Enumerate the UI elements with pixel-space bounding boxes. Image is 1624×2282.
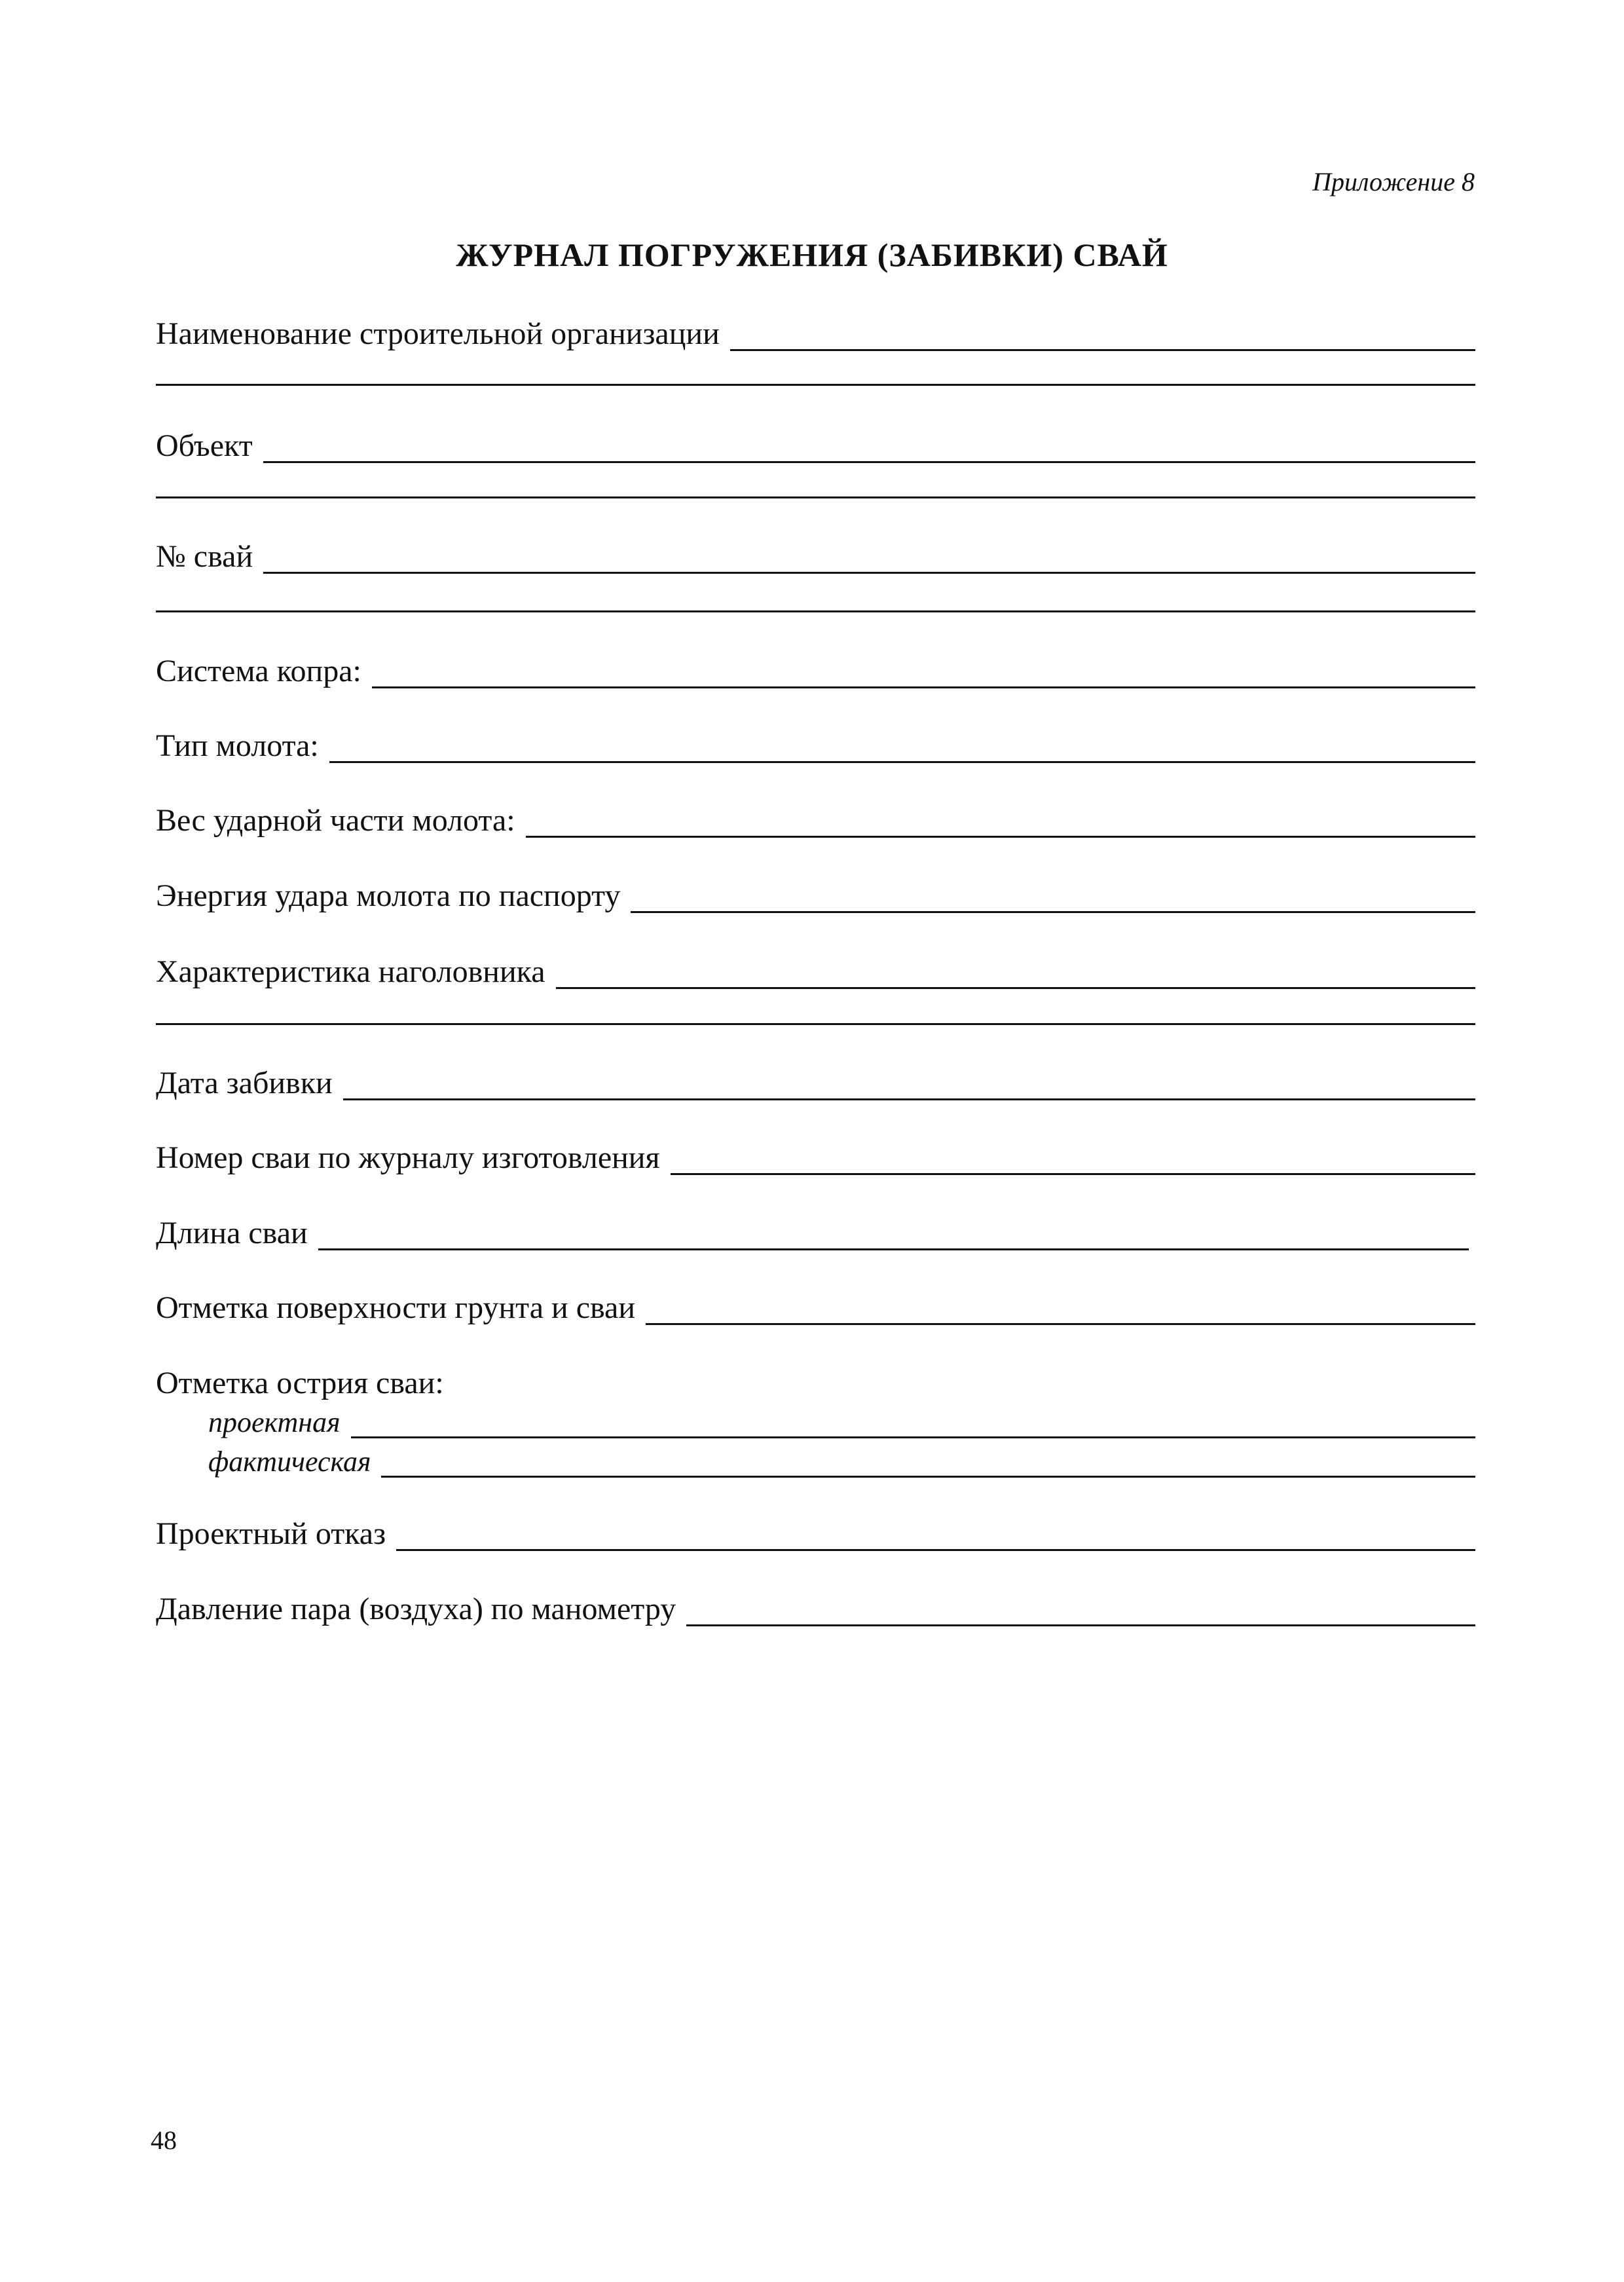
field-hammer-type-input[interactable] [329,761,1475,763]
field-object-label: Объект [156,428,253,463]
field-pile-number-log-input[interactable] [671,1173,1475,1175]
field-organization [156,318,1475,351]
field-tip-actual [208,1448,1475,1478]
field-object-line-2[interactable] [156,496,1475,498]
field-organization-line-2[interactable] [156,384,1475,386]
field-pile-length [156,1218,1469,1250]
field-pile-number-log [156,1142,1475,1175]
field-hammer-weight [156,805,1475,838]
field-cap-characteristics-input[interactable] [556,987,1475,989]
field-tip-design-label: проектная [208,1406,341,1438]
field-pile-length-label: Длина сваи [156,1216,308,1250]
page-number: 48 [151,2125,177,2155]
field-object-input[interactable] [263,461,1475,463]
field-pile-no-line-2[interactable] [156,610,1475,612]
field-ground-level [156,1292,1475,1325]
field-hammer-weight-label: Вес ударной части молота: [156,803,515,838]
field-tip-actual-label: фактическая [208,1446,371,1478]
field-cap-characteristics-line-2[interactable] [156,1023,1475,1025]
field-cap-characteristics [156,956,1475,989]
field-organization-input[interactable] [730,349,1475,351]
field-object [156,430,1475,463]
field-pressure-input[interactable] [686,1624,1475,1626]
field-cap-characteristics-label: Характеристика наголовника [156,954,545,989]
field-pile-driver-system-input[interactable] [372,686,1475,688]
field-pile-no [156,541,1475,574]
field-hammer-type [156,730,1475,763]
field-ground-level-input[interactable] [646,1323,1475,1325]
field-driving-date [156,1068,1475,1100]
field-pile-length-input[interactable] [318,1248,1469,1250]
field-tip-level-label: Отметка острия сваи: [156,1366,444,1400]
field-pile-driver-system [156,656,1475,688]
field-organization-label: Наименование строительной организации [156,316,720,351]
field-pile-no-label: № свай [156,539,253,574]
field-driving-date-label: Дата забивки [156,1066,333,1100]
field-design-refusal-input[interactable] [396,1549,1475,1551]
field-pile-driver-system-label: Система копра: [156,654,361,688]
field-tip-design-input[interactable] [351,1436,1475,1438]
field-tip-actual-input[interactable] [381,1476,1475,1478]
appendix-label: Приложение 8 [1312,167,1475,196]
field-hammer-energy-label: Энергия удара молота по паспорту [156,878,621,913]
field-design-refusal-label: Проектный отказ [156,1516,386,1551]
field-tip-design [208,1408,1475,1438]
field-pile-no-input[interactable] [263,572,1475,574]
field-driving-date-input[interactable] [343,1098,1475,1100]
field-pressure-label: Давление пара (воздуха) по манометру [156,1592,676,1626]
field-design-refusal [156,1518,1475,1551]
field-hammer-energy-input[interactable] [631,911,1475,913]
field-hammer-energy [156,880,1475,913]
field-pile-number-log-label: Номер сваи по журналу изготовления [156,1140,660,1175]
field-hammer-weight-input[interactable] [526,836,1475,838]
field-pressure [156,1594,1475,1626]
page-title: ЖУРНАЛ ПОГРУЖЕНИЯ (ЗАБИВКИ) СВАЙ [456,236,1168,273]
field-ground-level-label: Отметка поверхности грунта и сваи [156,1290,636,1325]
field-hammer-type-label: Тип молота: [156,728,319,763]
